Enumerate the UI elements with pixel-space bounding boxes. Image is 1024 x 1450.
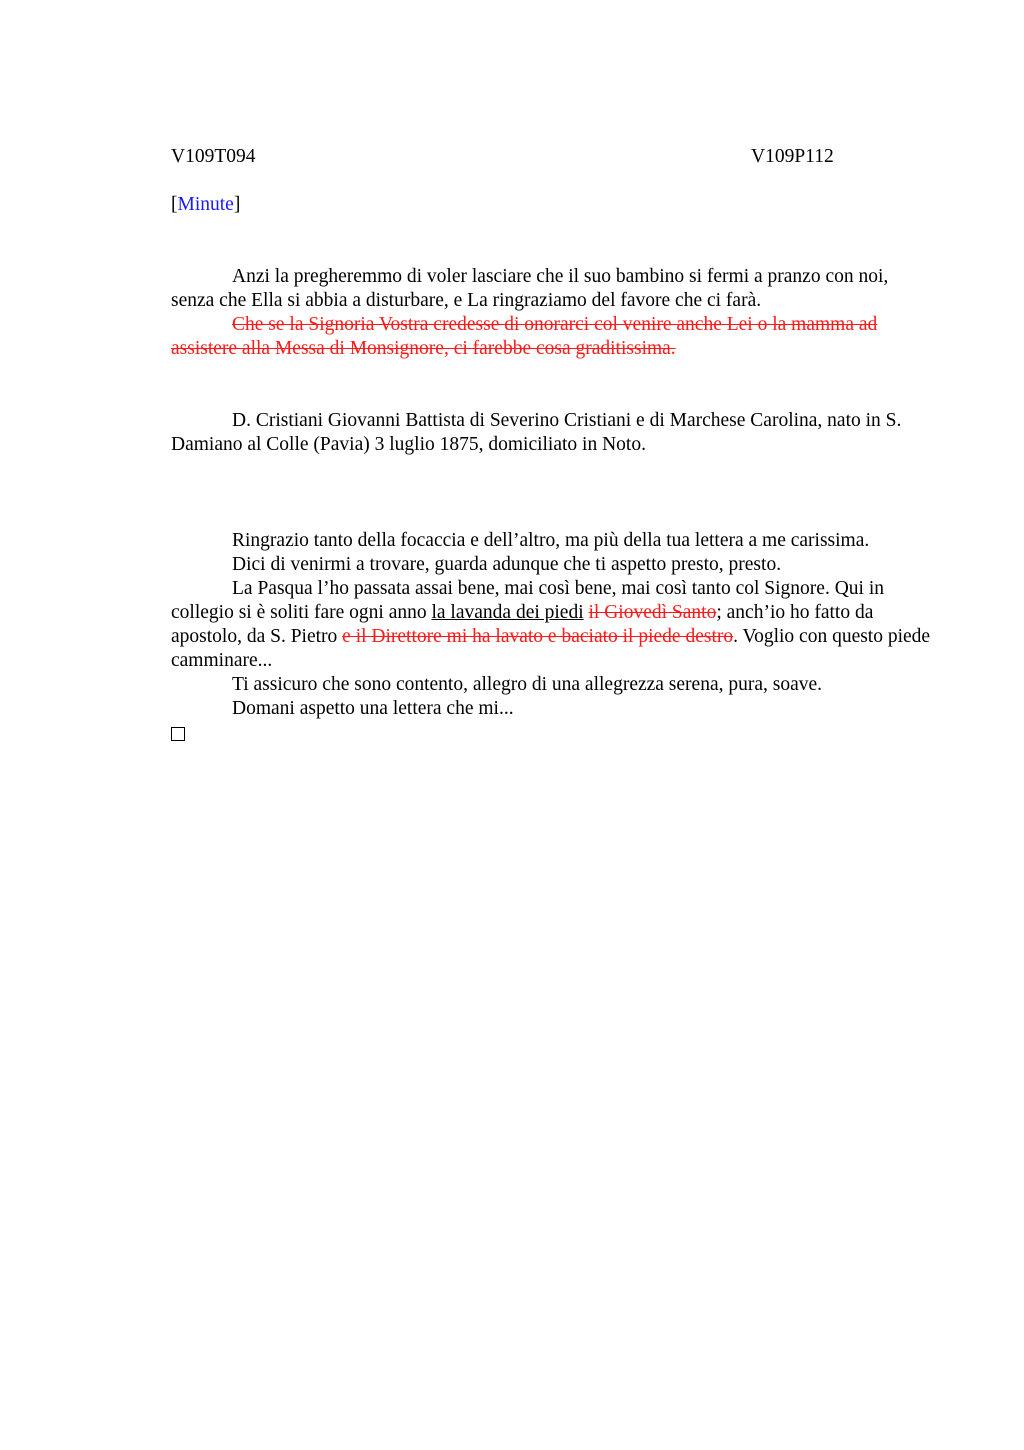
paragraph: Ti assicuro che sono contento, allegro di una allegrezza serena, pura, soave. bbox=[232, 674, 823, 695]
document-code-left: V109T094 bbox=[171, 146, 256, 167]
paragraph bbox=[171, 577, 931, 673]
paragraph: Dici di venirmi a trovare, guarda adunque che ti aspetto presto, presto. bbox=[232, 554, 782, 575]
paragraph: Ringrazio tanto della focaccia e dell’altro, ma più della tua lettera a me carissima. bbox=[232, 530, 870, 551]
text-run: La Pasqua l’ho passata assai bene, mai così bene, mai così tanto col Signore. Qui in collegio si è soliti fare ogni anno bbox=[171, 578, 885, 623]
minute-open-bracket: [ bbox=[171, 194, 178, 215]
document-page bbox=[171, 145, 931, 747]
minute-close-bracket: ] bbox=[233, 194, 241, 215]
end-marker-box-icon bbox=[171, 721, 931, 747]
deleted-text: il Giovedì Santo bbox=[588, 602, 717, 623]
paragraph: D. Cristiani Giovanni Battista di Severino Cristiani e di Marchese Carolina, nato in S. Damiano al Colle (Pavia) 3 luglio 1875, domiciliato in Noto. bbox=[171, 410, 902, 455]
section-identity bbox=[171, 409, 931, 457]
deleted-paragraph: Che se la Signoria Vostra credesse di onorarci col venire anche Lei o la mamma ad assistere alla Messa di Monsignore, ci farebbe cosa graditissima. bbox=[171, 314, 878, 359]
minute-label bbox=[171, 193, 931, 217]
text-run: ; anch’io ho fatto da apostolo, da S. Pietro bbox=[171, 602, 874, 647]
minute-link[interactable]: Minute bbox=[177, 194, 234, 215]
section-invitation bbox=[171, 265, 931, 361]
text-run: . Voglio con questo piede camminare... bbox=[171, 626, 931, 671]
document-header bbox=[171, 145, 931, 169]
document-code-right: V109P112 bbox=[751, 146, 834, 167]
paragraph: Domani aspetto una lettera che mi... bbox=[232, 698, 514, 719]
paragraph: Anzi la pregheremmo di voler lasciare che il suo bambino si fermi a pranzo con noi, senza che Ella si abbia a disturbare, e La ringraziamo del favore che ci farà. bbox=[171, 266, 889, 311]
section-letter bbox=[171, 529, 931, 747]
deleted-text: e il Direttore mi ha lavato e baciato il piede destro bbox=[342, 626, 734, 647]
underlined-text: la lavanda dei piedi bbox=[431, 602, 584, 623]
